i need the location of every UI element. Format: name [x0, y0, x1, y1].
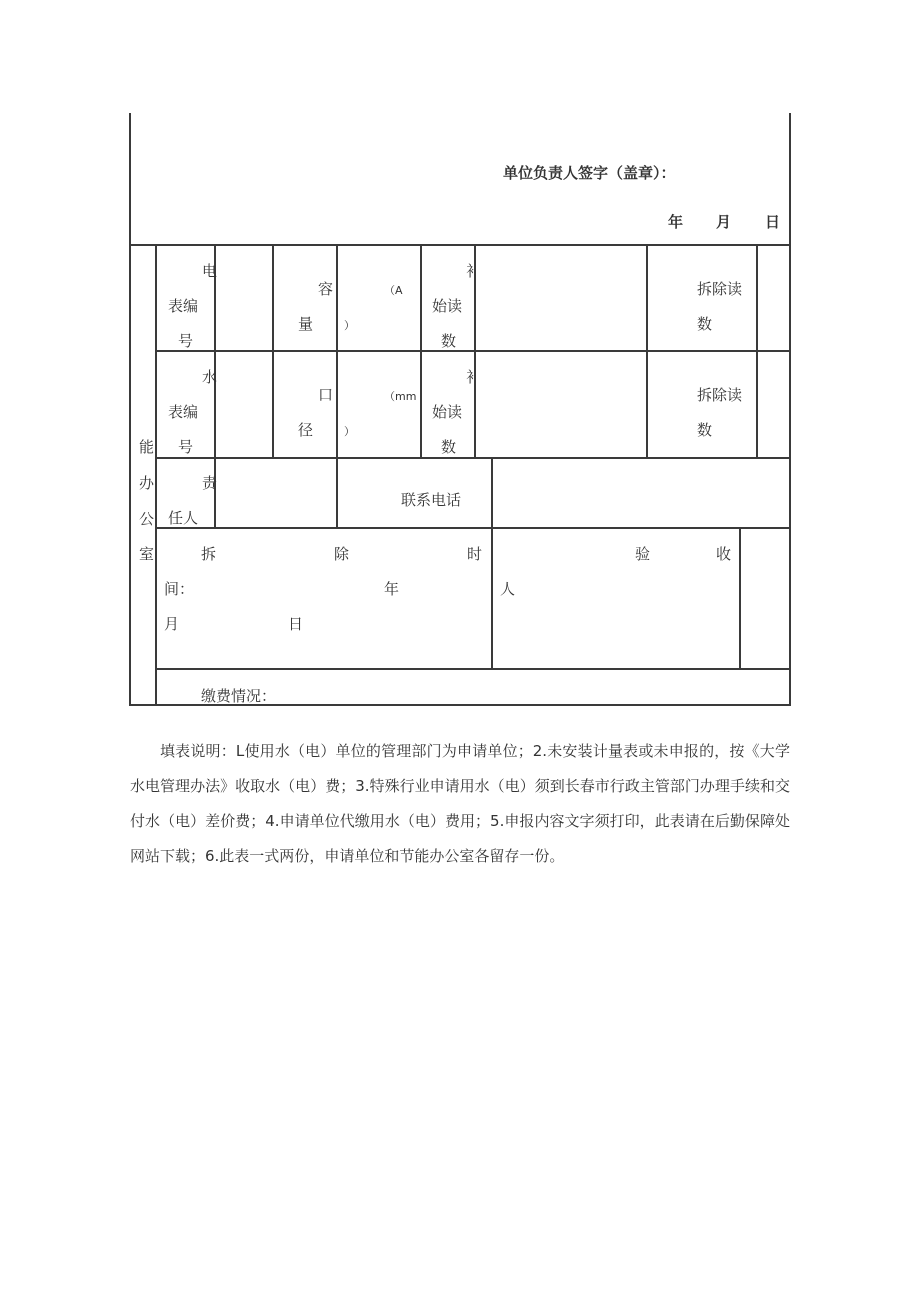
side-label-char-3: 公	[139, 510, 155, 528]
table-border-right	[789, 113, 791, 706]
signature-year: 年	[668, 213, 684, 231]
water-removal-reading-cell[interactable]	[758, 352, 789, 457]
signature-day: 日	[765, 213, 781, 231]
side-label-char-1: 能	[139, 438, 155, 456]
electric-removal-reading-label-1: 拆除读	[697, 280, 743, 298]
electric-meter-label-3: 号	[178, 332, 194, 350]
side-label-char-2: 办	[139, 474, 155, 492]
responsible-person-label-2: 任人	[168, 509, 199, 527]
removal-time-line2-a: 间：	[164, 580, 195, 598]
payment-status-label: 缴费情况：	[201, 687, 277, 705]
col-divider-6	[646, 244, 648, 459]
water-diameter-label-1: 口	[318, 386, 334, 404]
electric-removal-reading-cell[interactable]	[758, 246, 789, 350]
col-divider-4	[420, 244, 422, 459]
removal-col-divider-1	[491, 527, 493, 670]
removal-time-line3-b: 日	[288, 615, 304, 633]
electric-capacity-label-1: 容	[318, 280, 334, 298]
electric-meter-label-2: 表编	[168, 297, 199, 315]
contact-phone-label: 联系电话	[401, 491, 462, 509]
removal-time-char-2: 除	[334, 545, 350, 563]
water-start-reading-label-3: 数	[441, 438, 457, 456]
electric-meter-number-cell[interactable]	[216, 246, 272, 350]
water-meter-label-1: 水	[202, 368, 218, 386]
responsible-person-cell[interactable]	[216, 459, 336, 527]
electric-unit-label-2: ）	[344, 319, 355, 332]
signature-label: 单位负责人签字（盖章）：	[503, 164, 676, 182]
acceptor-signature-cell[interactable]	[741, 529, 789, 668]
water-meter-number-cell[interactable]	[216, 352, 272, 457]
water-start-reading-cell[interactable]	[476, 352, 646, 457]
col-divider-2	[272, 244, 274, 459]
acceptor-line2: 人	[500, 580, 516, 598]
filling-instructions-text: 填表说明：L使用水（电）单位的管理部门为申请单位；2.未安装计量表或未申报的，按《大学水电管理办法》收取水（电）费；3.特殊行业申请用水（电）须到长春市行政主管部门办理手续和交付水（电）差价费；4.申请单位代缴用水（电）费用；5.申报内容文字须打印，此表请在后勤保障处网站下载；6.此表一式两份，申请单位和节能办公室各留存一份。	[130, 742, 790, 865]
electric-unit-label-1: （A	[384, 284, 403, 297]
electric-capacity-label-2: 量	[298, 315, 314, 333]
electric-start-reading-label-1: 衤	[466, 262, 482, 280]
removal-time-line2-b: 年	[384, 580, 400, 598]
electric-removal-reading-label-2: 数	[697, 315, 713, 333]
water-meter-label-2: 表编	[168, 403, 199, 421]
side-column-divider	[155, 244, 157, 706]
water-start-reading-label-1: 衤	[466, 368, 482, 386]
row-divider-responsible-removal	[155, 527, 791, 529]
water-start-reading-label-2: 始读	[432, 403, 463, 421]
acceptor-char-2: 收	[716, 545, 732, 563]
col-divider-3	[336, 244, 338, 459]
electric-start-reading-label-3: 数	[441, 332, 457, 350]
acceptor-char-1: 验	[635, 545, 651, 563]
water-removal-reading-label-2: 数	[697, 421, 713, 439]
electric-start-reading-label-2: 始读	[432, 297, 463, 315]
responsible-person-label-1: 责	[202, 474, 218, 492]
water-unit-label-2: ）	[344, 425, 355, 438]
electric-start-reading-cell[interactable]	[476, 246, 646, 350]
responsible-col-divider-2	[336, 457, 338, 529]
removal-time-char-3: 时	[467, 545, 483, 563]
removal-time-line3-a: 月	[164, 615, 180, 633]
filling-instructions	[130, 734, 790, 874]
water-meter-label-3: 号	[178, 438, 194, 456]
row-divider-removal-payment	[155, 668, 791, 670]
side-label-char-4: 室	[139, 545, 155, 563]
signature-month: 月	[716, 213, 732, 231]
water-removal-reading-label-1: 拆除读	[697, 386, 743, 404]
removal-time-char-1: 拆	[201, 545, 217, 563]
contact-phone-cell[interactable]	[493, 459, 789, 527]
table-border-left	[129, 113, 131, 706]
water-unit-label-1: （mm	[384, 390, 417, 403]
electric-meter-label-1: 电	[202, 262, 218, 280]
water-diameter-label-2: 径	[298, 421, 314, 439]
